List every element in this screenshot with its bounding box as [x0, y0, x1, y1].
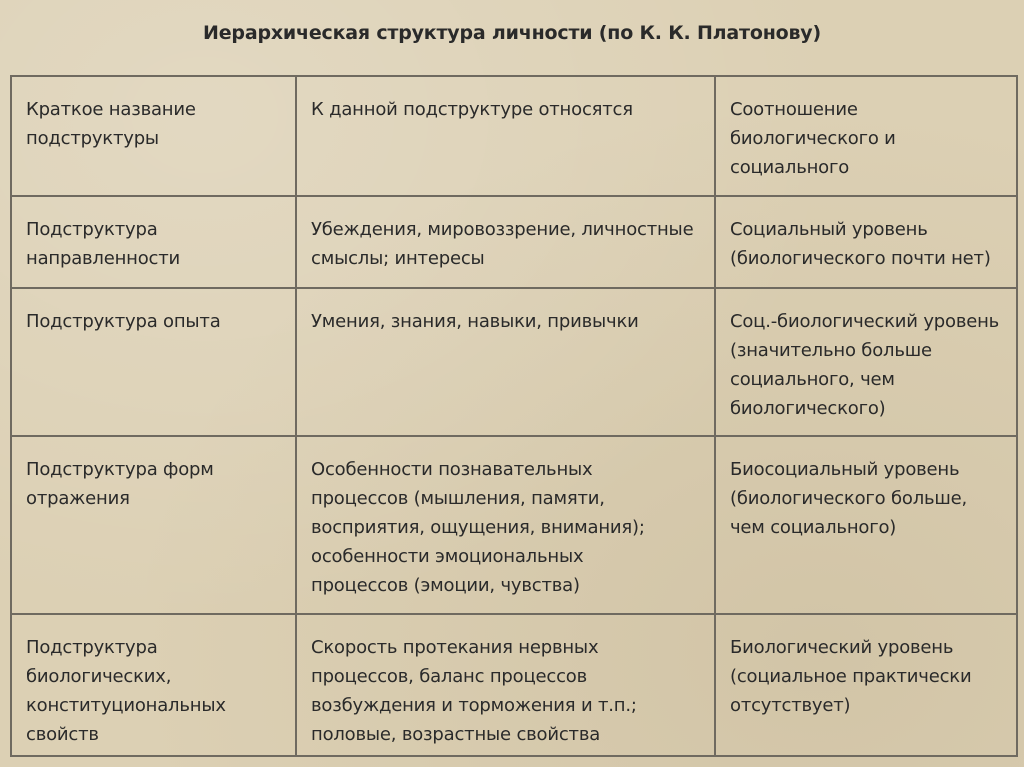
table-cell: Умения, знания, навыки, привычки: [296, 288, 715, 436]
table-cell: Особенности познавательных процессов (мышления, памяти, восприятия, ощущения, внимания); особенности эмоциональных процессов (эмоции, чувства): [296, 436, 715, 614]
table-cell: Подструктура направленности: [11, 196, 296, 288]
table-row: [11, 196, 1017, 288]
table-cell: Биологический уровень (социальное практически отсутствует): [715, 614, 1017, 756]
table-cell: Соц.-биологический уровень (значительно больше социального, чем биологического): [715, 288, 1017, 436]
table-cell: Биосоциальный уровень (биологического больше, чем социального): [715, 436, 1017, 614]
header-cell-bio-social-ratio: Соотношение биологического и социального: [715, 76, 1017, 196]
table-row: [11, 436, 1017, 614]
table-row: [11, 288, 1017, 436]
table-cell: Подструктура опыта: [11, 288, 296, 436]
table-header-row: [11, 76, 1017, 196]
table-cell: Подструктура форм отражения: [11, 436, 296, 614]
header-cell-substructure-name: Краткое название подструктуры: [11, 76, 296, 196]
table-cell: Скорость протекания нервных процессов, баланс процессов возбуждения и торможения и т.п.; половые, возрастные свойства: [296, 614, 715, 756]
header-cell-components: К данной подструктуре относятся: [296, 76, 715, 196]
table-cell: Социальный уровень (биологического почти нет): [715, 196, 1017, 288]
table-row: [11, 614, 1017, 756]
table-cell: Подструктура биологических, конституциональных свойств: [11, 614, 296, 756]
personality-structure-table: [10, 75, 1018, 757]
table-cell: Убеждения, мировоззрение, личностные смыслы; интересы: [296, 196, 715, 288]
page-title: Иерархическая структура личности (по К. К. Платонову): [203, 22, 821, 44]
